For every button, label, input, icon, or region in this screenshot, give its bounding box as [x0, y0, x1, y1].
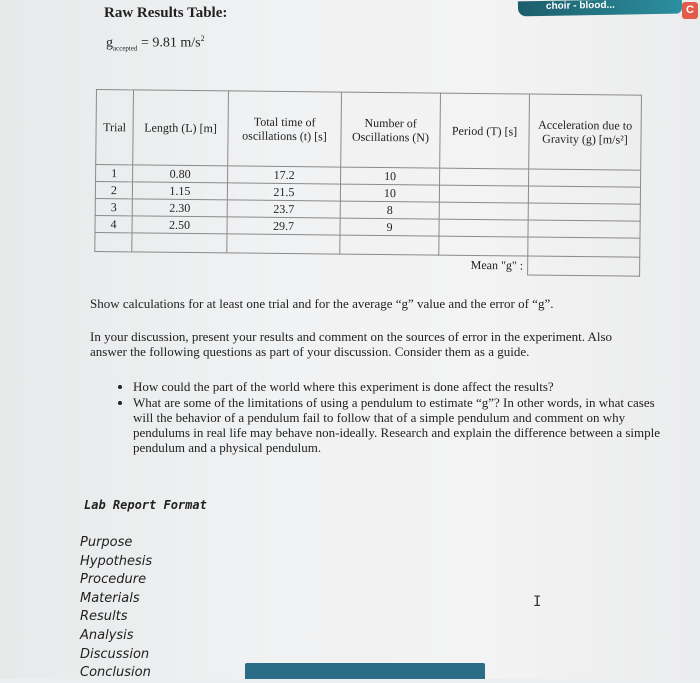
cell-time: 23.7: [227, 200, 340, 218]
g-exponent: 2: [200, 34, 205, 43]
list-item: • How could the part of the world where this experiment is done affect the results?: [133, 379, 663, 394]
cell-empty: [528, 237, 640, 257]
mean-g-cell: [528, 256, 640, 276]
cell-time: 21.5: [227, 183, 340, 201]
lab-report-heading: Lab Report Format: [84, 498, 207, 512]
cell-time: 17.2: [228, 166, 341, 184]
header-length: Length (L) [m]: [133, 90, 229, 166]
cell-n: 9: [340, 218, 439, 236]
notification-banner[interactable]: choir - blood...: [518, 0, 682, 16]
list-item: Results: [80, 609, 128, 625]
list-item: Analysis: [80, 627, 134, 643]
lab-report-sections: [80, 534, 152, 683]
cell-trial: 1: [96, 165, 133, 182]
page-title: Raw Results Table:: [104, 5, 228, 21]
text-cursor-icon: I: [533, 594, 542, 610]
cell-period: [439, 219, 528, 237]
list-item: Hypothesis: [80, 553, 153, 569]
cell-time: 29.7: [227, 217, 340, 235]
header-number-oscillations: Number of Oscillations (N): [341, 92, 441, 168]
cell-g: [528, 203, 640, 221]
table-header-row: [96, 90, 642, 171]
app-badge-icon[interactable]: C: [682, 2, 698, 19]
cell-n: 8: [340, 201, 439, 219]
accepted-g-value: [106, 34, 205, 52]
cell-empty: [439, 236, 528, 256]
cell-trial: 2: [95, 182, 132, 199]
list-item: • What are some of the limitations of using a pendulum to estimate “g”? In other words, in what cases will the behavior of a pendulum fail to follow that of a simple pendulum and comment on why pendulums in real life may behave non-ideally. Research and explain the difference between a simple pendulum and a physical pendulum.: [133, 395, 663, 455]
instruction-text: Show calculations for at least one trial and for the average “g” value and the error of “g”.: [90, 296, 554, 311]
header-trial: Trial: [96, 90, 134, 165]
cell-n: 10: [340, 184, 439, 202]
bottom-toolbar[interactable]: [245, 663, 485, 679]
raw-results-table: [94, 89, 642, 287]
cell-period: [440, 168, 529, 186]
cell-empty: [95, 232, 132, 251]
discussion-text: In your discussion, present your results and comment on the sources of error in the experiment. Also answer the following questions as part of your discussion. Consider them as a guide.: [90, 329, 613, 359]
g-subscript: accepted: [113, 44, 138, 53]
list-item: Conclusion: [80, 665, 151, 681]
cell-g: [529, 169, 641, 187]
mean-g-label: Mean "g" :: [95, 251, 528, 275]
cell-empty: [340, 235, 439, 255]
cell-trial: 4: [95, 215, 132, 232]
cell-length: 1.15: [132, 182, 227, 200]
cell-trial: 3: [95, 198, 132, 215]
discussion-questions: [105, 379, 663, 456]
header-total-time: Total time of oscillations (t) [s]: [228, 91, 342, 167]
cell-length: 2.30: [132, 199, 227, 217]
cell-g: [528, 220, 640, 238]
cell-period: [439, 202, 528, 220]
header-gravity: Acceleration due to Gravity (g) [m/s²]: [529, 94, 642, 170]
header-period: Period (T) [s]: [440, 93, 530, 169]
cell-g: [528, 186, 640, 204]
cell-n: 10: [341, 167, 440, 185]
cell-empty: [227, 234, 340, 254]
g-value: = 9.81 m/s: [140, 35, 201, 51]
list-item: Purpose: [80, 535, 133, 550]
g-symbol: g: [106, 35, 113, 51]
list-item: Materials: [80, 590, 140, 606]
cell-empty: [132, 233, 227, 253]
list-item: Discussion: [80, 646, 150, 662]
cell-length: 2.50: [132, 216, 227, 234]
cell-length: 0.80: [133, 165, 228, 183]
cell-period: [439, 185, 528, 203]
list-item: Procedure: [80, 572, 147, 588]
